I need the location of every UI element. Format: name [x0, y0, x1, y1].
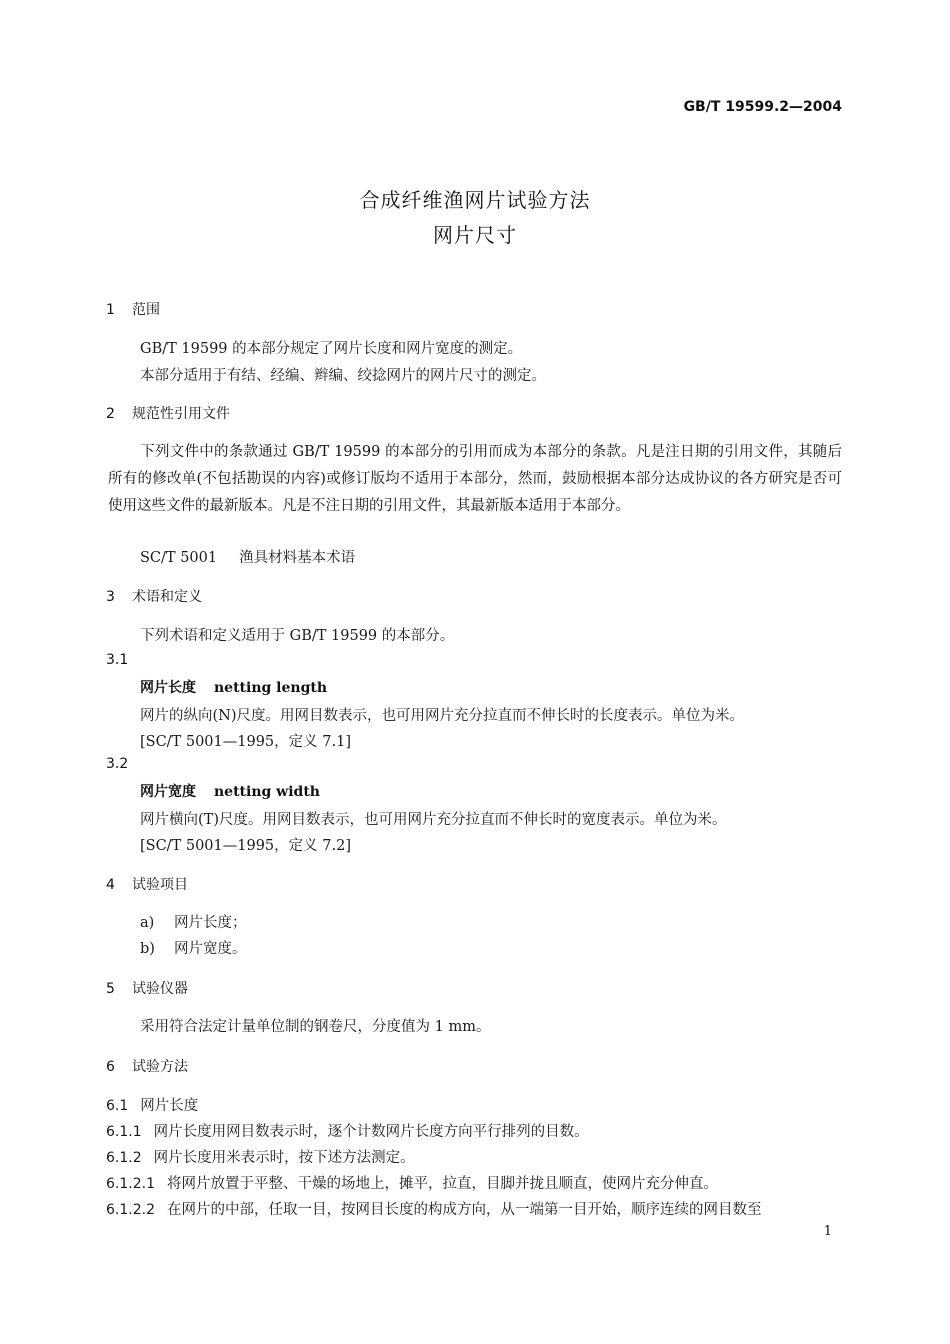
section-2-heading	[106, 403, 230, 423]
section-number: 4	[106, 877, 115, 893]
clause-6-1-1	[106, 1120, 589, 1141]
paragraph-normative-references	[108, 439, 842, 520]
term-source: [SC/T 5001—1995，定义 7.2]	[140, 838, 351, 854]
clause-text: 网片长度用米表示时，按下述方法测定。	[153, 1150, 415, 1166]
term-chinese: 网片宽度	[140, 784, 196, 800]
clause-number: 3.1	[106, 652, 129, 668]
term-entry	[140, 677, 327, 697]
term-definition: 网片的纵向(N)尺度。用网目数表示，也可用网片充分拉直而不伸长时的长度表示。单位为米。	[140, 708, 744, 724]
standard-code: GB/T 19599.2—2004	[683, 99, 842, 115]
section-title: 规范性引用文件	[132, 406, 230, 422]
clause-6-1-2-1	[106, 1172, 718, 1193]
paragraph-text: 下列文件中的条款通过 GB/T 19599 的本部分的引用而成为本部分的条款。凡是注日期的引用文件，其随后所有的修改单(不包括勘误的内容)或修订版均不适用于本部分，然而，鼓励根据本部分达成协议的各方研究是否可使用这些文件的最新版本。凡是不注日期的引用文件，其最新版本适用于本部分。	[108, 444, 842, 514]
section-1-heading	[106, 299, 160, 319]
clause-6-1	[106, 1094, 198, 1115]
paragraph: 本部分适用于有结、经编、辫编、绞捻网片的网片尺寸的测定。	[140, 368, 546, 384]
list-marker: b)	[140, 941, 155, 957]
reference-code: SC/T 5001	[140, 550, 218, 566]
clause-number: 6.1.2.2	[106, 1202, 155, 1218]
clause-text: 网片长度	[140, 1098, 199, 1114]
list-text: 网片宽度。	[174, 941, 247, 957]
section-6-heading	[106, 1056, 188, 1076]
section-number: 6	[106, 1059, 115, 1075]
section-title: 范围	[132, 302, 160, 318]
reference-title: 渔具材料基本术语	[239, 550, 356, 566]
term-entry	[140, 781, 320, 801]
term-chinese: 网片长度	[140, 680, 196, 696]
clause-text: 在网片的中部，任取一目，按网目长度的构成方向，从一端第一目开始，顺序连续的网目数至	[166, 1202, 762, 1218]
paragraph: 下列术语和定义适用于 GB/T 19599 的本部分。	[140, 628, 455, 644]
clause-number: 3.2	[106, 756, 129, 772]
document-subtitle: 网片尺寸	[433, 223, 517, 247]
list-item	[140, 937, 247, 958]
list-item	[140, 911, 247, 932]
clause-number: 6.1.1	[106, 1124, 142, 1140]
paragraph: 采用符合法定计量单位制的钢卷尺，分度值为 1 mm。	[140, 1019, 491, 1035]
list-text: 网片长度；	[174, 915, 247, 931]
term-english: netting width	[214, 784, 320, 800]
clause-number: 6.1.2.1	[106, 1176, 155, 1192]
clause-text: 将网片放置于平整、干燥的场地上，摊平，拉直，目脚并拢且顺直，使网片充分伸直。	[166, 1176, 718, 1192]
clause-number: 6.1	[106, 1098, 129, 1114]
section-4-heading	[106, 874, 188, 894]
term-definition: 网片横向(T)尺度。用网目数表示，也可用网片充分拉直而不伸长时的宽度表示。单位为米。	[140, 812, 727, 828]
page-number: 1	[823, 1224, 832, 1239]
term-source: [SC/T 5001—1995，定义 7.1]	[140, 734, 351, 750]
reference-entry	[140, 546, 355, 567]
list-marker: a)	[140, 915, 155, 931]
clause-number: 6.1.2	[106, 1150, 142, 1166]
clause-text: 网片长度用网目数表示时，逐个计数网片长度方向平行排列的目数。	[153, 1124, 589, 1140]
section-number: 1	[106, 302, 115, 318]
paragraph: GB/T 19599 的本部分规定了网片长度和网片宽度的测定。	[140, 341, 523, 357]
section-number: 3	[106, 589, 115, 605]
section-title: 试验仪器	[132, 981, 188, 997]
clause-6-1-2-2	[106, 1198, 842, 1219]
section-title: 试验方法	[132, 1059, 188, 1075]
clause-6-1-2	[106, 1146, 415, 1167]
section-title: 试验项目	[132, 877, 188, 893]
section-number: 2	[106, 406, 115, 422]
section-3-heading	[106, 586, 202, 606]
section-5-heading	[106, 978, 188, 998]
document-title: 合成纤维渔网片试验方法	[359, 188, 591, 212]
term-english: netting length	[214, 680, 328, 696]
section-number: 5	[106, 981, 115, 997]
section-title: 术语和定义	[132, 589, 202, 605]
